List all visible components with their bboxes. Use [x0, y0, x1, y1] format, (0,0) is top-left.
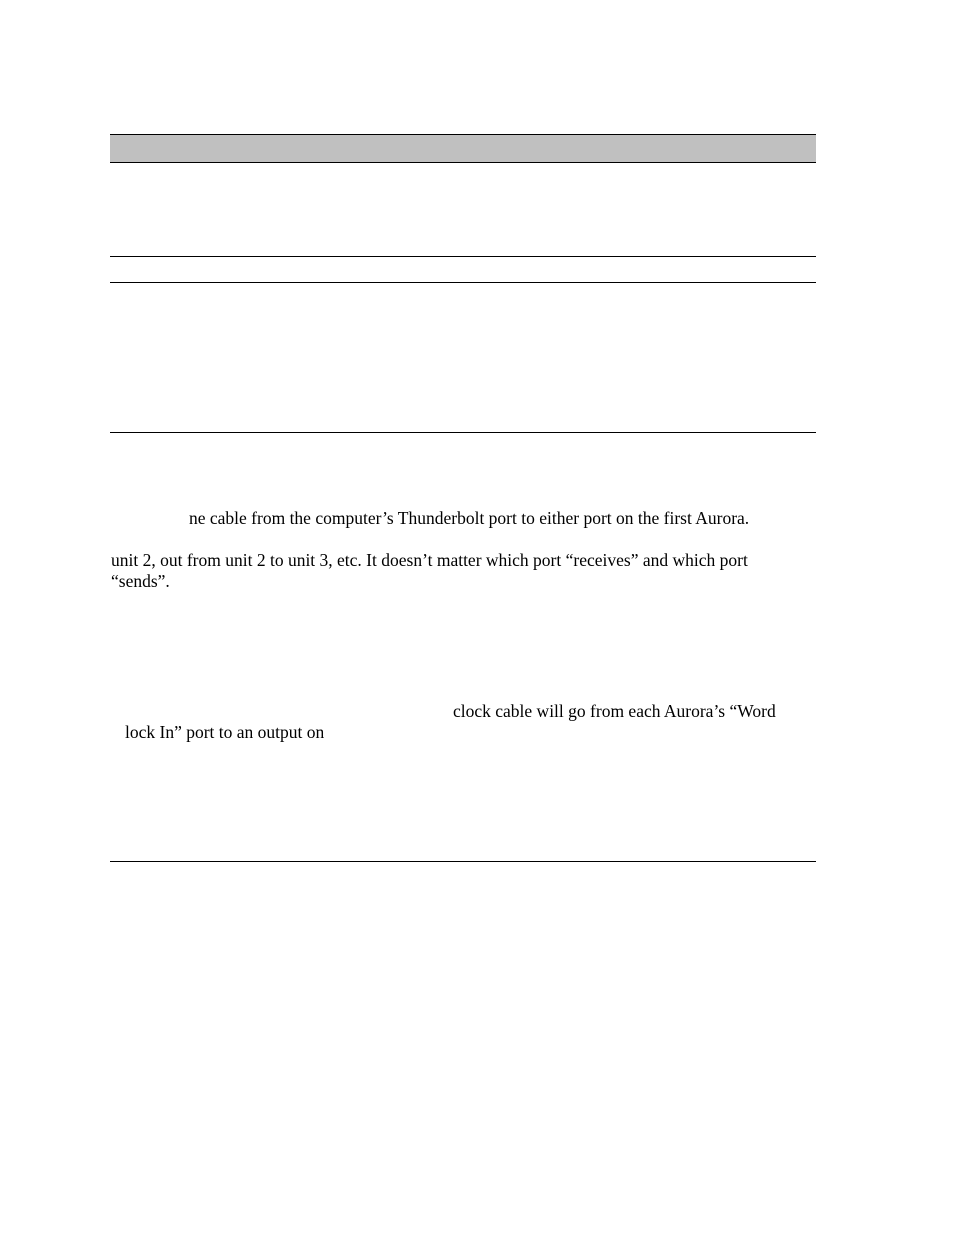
table-rule-3 — [110, 432, 816, 433]
table-rule-1 — [110, 256, 816, 257]
body-text-clock-line-2: lock In” port to an output on — [125, 722, 325, 742]
body-text-clock-line-1: clock cable will go from each Aurora’s “Word — [453, 701, 776, 721]
table-header-bar — [110, 134, 816, 163]
table-rule-2 — [110, 282, 816, 283]
body-text-thunderbolt: ne cable from the computer’s Thunderbolt port to either port on the first Aurora. — [189, 508, 750, 528]
body-text-chain-line-1: unit 2, out from unit 2 to unit 3, etc. It doesn’t matter which port “receives” and which port — [111, 550, 748, 570]
body-text-chain-line-2: “sends”. — [111, 571, 170, 591]
section-rule — [110, 861, 816, 862]
